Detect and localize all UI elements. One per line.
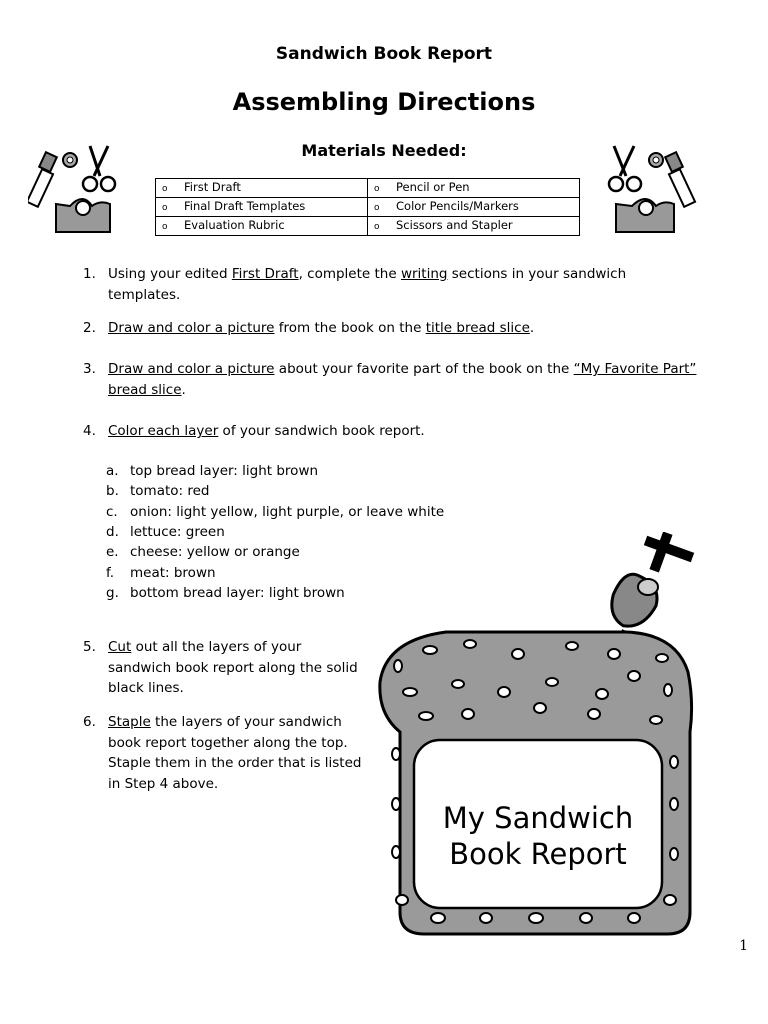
step-emphasis: Staple <box>108 714 151 730</box>
list-item <box>106 461 319 482</box>
list-text: meat: brown <box>130 565 216 581</box>
material-label: Scissors and Stapler <box>396 218 513 232</box>
material-label: Color Pencils/Markers <box>396 199 519 213</box>
step-text: , complete the <box>298 266 401 282</box>
seed <box>566 642 578 650</box>
bullet: o <box>162 222 168 232</box>
seed <box>588 709 600 719</box>
seed <box>403 688 417 696</box>
seed <box>480 913 492 923</box>
step-emphasis: Color each layer <box>108 423 219 439</box>
step-number: 3. <box>83 361 96 377</box>
seed <box>546 678 558 686</box>
card-title-line-2: Book Report <box>449 837 627 871</box>
step-number: 5. <box>83 639 96 655</box>
step-number: 1. <box>83 266 96 282</box>
step-text: . <box>529 320 535 336</box>
list-text: top bread layer: light brown <box>130 463 319 479</box>
document-title: Assembling Directions <box>232 88 536 116</box>
seed <box>452 680 464 688</box>
list-item <box>106 522 225 543</box>
material-cell <box>368 179 580 198</box>
seed <box>392 846 400 858</box>
list-text: cheese: yellow or orange <box>130 544 300 560</box>
pencil-sharpener-icon <box>649 153 663 167</box>
step-emphasis: writing <box>400 266 448 282</box>
list-text: bottom bread layer: light brown <box>130 585 345 601</box>
bullet: o <box>374 203 380 213</box>
list-text: onion: light yellow, light purple, or leave white <box>130 504 445 520</box>
list-text: tomato: red <box>130 483 210 499</box>
step-text: sections in your sandwich templates. <box>108 266 627 303</box>
material-label: Pencil or Pen <box>396 180 470 194</box>
supplies-clipart-right <box>604 140 704 236</box>
bullet: o <box>374 222 380 232</box>
seed <box>419 712 433 720</box>
seed <box>670 798 678 810</box>
step-6 <box>83 712 372 794</box>
list-item <box>106 502 445 523</box>
seed <box>431 913 445 923</box>
list-text: lettuce: green <box>130 524 225 540</box>
step-emphasis: Draw and color a picture <box>108 320 275 336</box>
list-item <box>106 481 210 502</box>
table-row <box>156 217 580 236</box>
list-letter: b. <box>106 483 119 499</box>
material-cell <box>156 179 368 198</box>
scissors-icon <box>609 146 641 191</box>
seed <box>423 646 437 654</box>
seed <box>580 913 592 923</box>
material-cell <box>368 198 580 217</box>
step-text: of your sandwich book report. <box>218 423 425 439</box>
seed <box>498 687 510 697</box>
seed <box>392 798 400 810</box>
seed <box>628 671 640 681</box>
seed <box>394 660 402 672</box>
seed <box>512 649 524 659</box>
scissors-icon <box>83 146 115 191</box>
list-letter: a. <box>106 463 119 479</box>
bullet: o <box>162 184 168 194</box>
step-number: 2. <box>83 320 96 336</box>
seed <box>529 913 543 923</box>
step-emphasis: “My Favorite Part” bread slice <box>108 361 697 398</box>
material-cell <box>156 198 368 217</box>
step-emphasis: Cut <box>108 639 132 655</box>
glue-stick-icon <box>665 152 695 207</box>
seed <box>656 654 668 662</box>
tape-dispenser-icon <box>616 199 674 232</box>
step-4 <box>83 421 708 442</box>
seed <box>464 640 476 648</box>
bread-slice-illustration <box>376 532 696 944</box>
seed <box>664 895 676 905</box>
step-text: the layers of your sandwich book report together along the top. Staple them in the order that is listed in Step 4 above. <box>108 714 362 792</box>
bullet: o <box>374 184 380 194</box>
materials-heading: Materials Needed: <box>301 141 467 160</box>
seed <box>392 748 400 760</box>
list-letter: e. <box>106 544 119 560</box>
materials-table <box>155 178 580 236</box>
seed <box>664 684 672 696</box>
tape-dispenser-icon <box>56 199 110 232</box>
material-cell <box>156 217 368 236</box>
seed <box>670 756 678 768</box>
step-text: Using your edited <box>108 266 232 282</box>
step-3 <box>83 359 708 400</box>
list-letter: c. <box>106 504 118 520</box>
seed <box>628 913 640 923</box>
step-number: 6. <box>83 714 96 730</box>
step-text: . <box>181 381 186 398</box>
card-title-line-1: My Sandwich <box>442 801 634 835</box>
step-emphasis: First Draft <box>231 266 299 282</box>
step-number: 4. <box>83 423 96 439</box>
page-number: 1 <box>739 938 748 954</box>
seed <box>670 848 678 860</box>
material-label: Final Draft Templates <box>184 199 306 213</box>
bullet: o <box>162 203 168 213</box>
glue-stick-icon <box>28 152 57 207</box>
list-item <box>106 583 345 604</box>
supplies-clipart-left <box>28 140 128 236</box>
seed <box>596 689 608 699</box>
table-row <box>156 179 580 198</box>
list-letter: g. <box>106 585 119 601</box>
seed <box>650 716 662 724</box>
document-subtitle: Sandwich Book Report <box>275 44 493 64</box>
material-label: Evaluation Rubric <box>184 218 285 232</box>
step-2 <box>83 318 708 339</box>
step-text: out all the layers of your sandwich book report along the solid black lines. <box>108 639 358 696</box>
seed <box>534 703 546 713</box>
list-item <box>106 542 300 563</box>
list-letter: d. <box>106 524 119 540</box>
pencil-sharpener-icon <box>63 153 77 167</box>
material-label: First Draft <box>184 180 241 194</box>
list-item <box>106 563 216 584</box>
seed <box>396 895 408 905</box>
step-text: about your favorite part of the book on the <box>274 361 574 377</box>
step-text: from the book on the <box>274 320 426 336</box>
list-letter: f. <box>106 565 115 581</box>
step-1 <box>83 264 698 305</box>
seed <box>608 649 620 659</box>
step-emphasis: title bread slice <box>425 320 530 336</box>
seed <box>462 709 474 719</box>
step-emphasis: Draw and color a picture <box>108 361 275 377</box>
material-cell <box>368 217 580 236</box>
step-5 <box>83 637 358 699</box>
table-row <box>156 198 580 217</box>
